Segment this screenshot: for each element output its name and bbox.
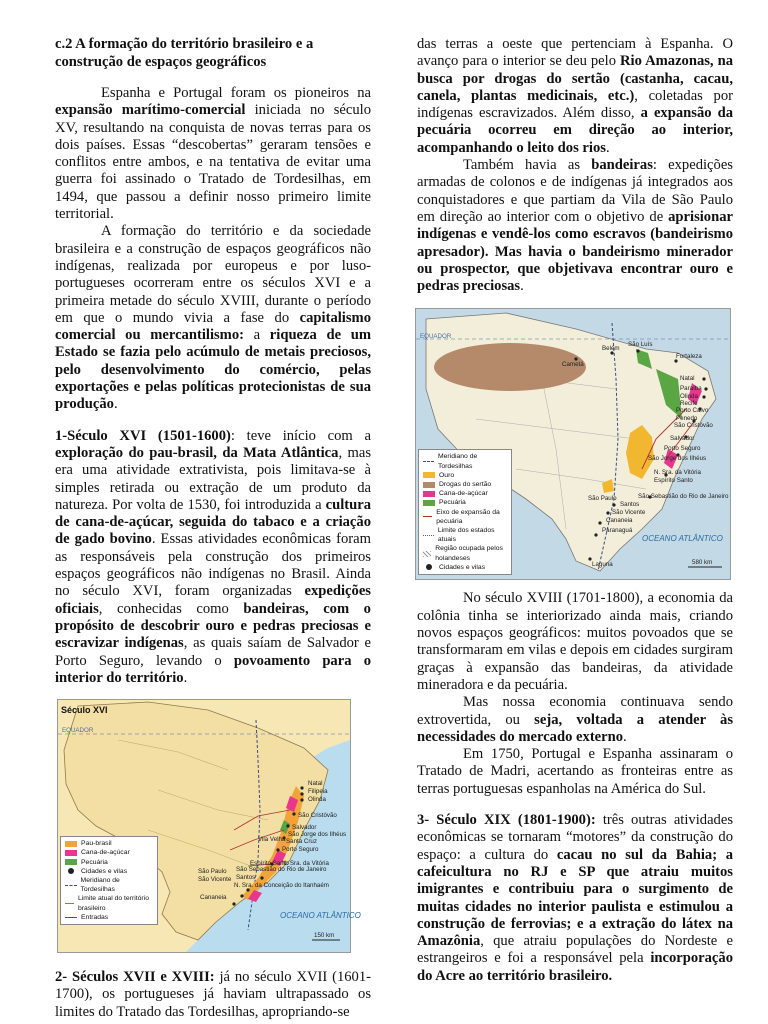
right-column <box>417 0 733 985</box>
paragraph-economia: Mas nossa economia continuava sendo extrovertida, ou seja, voltada a atender às necessidades do mercado externo. <box>417 694 734 745</box>
legend-item: Entradas <box>65 913 153 922</box>
legend-swatch <box>65 859 77 865</box>
paragraph-tratado-madri: Em 1750, Portugal e Espanha assinaram o Tratado de Madri, acertando as fronteiras entre as terras portuguesas espanholas na América do Sul. <box>417 746 733 797</box>
legend-item: Eixo de expansão da pecuária <box>423 508 507 526</box>
section-seculo-xix: 3- Século XIX (1801-1900): três outras atividades econômicas se tornaram “motores” da construção do espaço: a cultura do cacau no sul da Bahia; a cafeicultura no RJ e SP que atraiu muitos imigrantes e contribuiu para o surgimento de muitas cidades no interior paulista e estimulou a construção de ferrovias; e a extração do látex na Amazônia, que atraiu populações do Nordeste e estrangeiros e foi a responsável pela incorporação do Acre ao território brasileiro. <box>417 812 733 984</box>
place-label: N. Sra. da Vitória <box>654 469 702 477</box>
legend-swatch <box>423 500 435 506</box>
place-label: Salvador <box>670 435 695 443</box>
legend-line <box>423 461 434 462</box>
place-label: N. Sra. da Vitória <box>282 860 330 868</box>
place-label: São Vicente <box>198 876 232 884</box>
legend-swatch <box>423 551 431 557</box>
place-label: São Jorge dos Ilhéus <box>648 455 707 463</box>
legend-dot <box>426 564 432 570</box>
left-column <box>55 0 371 1021</box>
map-legend <box>418 449 512 575</box>
legend-line <box>65 903 74 904</box>
legend-line <box>423 516 432 517</box>
place-label: São Sebastião do Rio de Janeiro <box>638 493 729 501</box>
place-label: Santa Cruz <box>286 838 317 846</box>
place-label: Espírito Santo <box>250 860 289 868</box>
place-label: São Jorge dos Ilhéus <box>288 831 347 839</box>
place-label: Salvador <box>292 824 317 832</box>
scale-label: 580 km <box>692 559 713 567</box>
place-label: Santos <box>236 874 256 882</box>
place-label: São Sebastião do Rio de Janeiro <box>236 866 327 874</box>
legend-item: Cidades e vilas <box>423 563 507 572</box>
place-label: São Vicente <box>612 509 646 517</box>
legend-item: Cana-de-açúcar <box>423 489 507 498</box>
legend-swatch <box>423 491 435 497</box>
legend-swatch <box>65 850 77 856</box>
place-label: Porto Calvo <box>676 407 709 415</box>
ocean-label: OCEANO ATLÂNTICO <box>280 911 361 921</box>
place-label: São Cristóvão <box>298 812 337 820</box>
place-label: Porto Seguro <box>664 445 701 453</box>
place-label: Laguna <box>592 561 613 569</box>
place-label: Natal <box>308 780 323 788</box>
legend-line <box>65 885 77 886</box>
paragraph-intro: Espanha e Portugal foram os pioneiros na expansão marítimo-comercial iniciada no século XV, resultando na conquista de novas terras para os dois países. Essas “descobertas” geraram tensões e conflitos entre ambos, e na tentativa de evitar uma guerra foi assinado o Tratado de Tordesilhas, em 1494, que passou a definir nosso primeiro limite territorial. <box>55 85 371 223</box>
legend-swatch <box>423 482 435 488</box>
place-label: Porto Seguro <box>282 846 319 854</box>
place-label: N. Sra. da Conceição do Itanhaém <box>234 882 329 890</box>
legend-dot <box>68 868 74 874</box>
section-seculo-xvii-xviii: 2- Séculos XVII e XVIII: já no século XVII (1601-1700), os portugueses já haviam ultrapassado os limites do Tratado das Tordesilhas, apropriando-se <box>55 969 372 1020</box>
place-label: Paranaguá <box>602 527 633 535</box>
place-label: Recife <box>680 400 698 408</box>
map-title: Século XVI <box>61 705 108 716</box>
place-label: Cananeia <box>606 517 633 525</box>
place-label: Cananeia <box>200 894 227 902</box>
scale-label: 150 km <box>314 932 335 940</box>
section-title: c.2 A formação do território brasileiro e a construção de espaços geográficos <box>55 36 314 70</box>
place-label: Olinda <box>680 393 698 401</box>
place-label: São Cristóvão <box>674 422 713 430</box>
legend-line <box>423 535 434 536</box>
place-label: Natal <box>680 375 695 383</box>
map-legend <box>60 836 158 925</box>
place-label: Vila Velha <box>258 836 286 844</box>
legend-item: Região ocupada pelos holandeses <box>423 544 507 562</box>
place-label: Espírito Santo <box>654 477 693 485</box>
legend-item: Drogas do sertão <box>423 480 507 489</box>
map-seculos-xvii-xviii <box>415 308 731 580</box>
map-seculo-xvi <box>57 699 361 953</box>
ocean-label: OCEANO ATLÂNTICO <box>642 534 723 544</box>
legend-item: Limite atual do território brasileiro <box>65 894 153 912</box>
legend-item: Ouro <box>423 471 507 480</box>
place-label: São Paulo <box>198 868 227 876</box>
place-label: Belém <box>602 345 620 353</box>
legend-line <box>65 917 77 918</box>
legend-item: Pecuária <box>65 858 153 867</box>
place-label: Paraíba <box>680 385 702 393</box>
paragraph-continuation: das terras a oeste que pertenciam à Espanha. O avanço para o interior se deu pelo Rio Amazonas, na busca por drogas do sertão (castanha, cacau, canela, plantas medicinais, etc.), coletadas por indígenas escravizados. Além disso, a expansão da pecuária ocorreu em direção ao interior, acompanhando o leito dos rios. <box>417 36 733 156</box>
legend-item: Pau-brasil <box>65 839 153 848</box>
equator-label: EQUADOR <box>420 333 452 341</box>
legend-item: Pecuária <box>423 498 507 507</box>
place-label: Fortaleza <box>676 353 702 361</box>
place-label: Olinda <box>308 796 326 804</box>
legend-swatch <box>423 472 435 478</box>
paragraph-formation: A formação do território e da sociedade brasileira e a construção de espaços geográficos não indígenas, realizada por europeus e por luso-portugueses ocorreram entre os séculos XVI e a primeira metade do século XVIII, durante o período em que o mundo vivia a fase do capitalismo comercial ou mercantilismo: a riqueza de um Estado se fazia pelo acúmulo de metais preciosos, pelo desenvolvimento do comércio, pelas exportações e pelas políticas protecionistas de sua produção. <box>55 223 371 413</box>
legend-item: Meridiano de Tordesilhas <box>423 452 507 470</box>
paragraph-seculo-xviii: No século XVIII (1701-1800), a economia da colônia tinha se interiorizado ainda mais, criando novos espaços geográficos: muitos povoados que se transformaram em vilas e depois em cidades surgiram graças à expansão das bandeiras, da atividade mineradora e da pecuária. <box>417 590 733 693</box>
place-label: Santos <box>620 501 640 509</box>
legend-item: Limite dos estados atuais <box>423 526 507 544</box>
place-label: São Paulo <box>588 495 617 503</box>
paragraph-bandeiras: Também havia as bandeiras: expedições armadas de colonos e de indígenas já integrados aos conquistadores e que partiam da Vila de São Paulo em direção ao interior com o objetivo de aprisionar indígenas e vendê-los como escravos (bandeirismo apresador). Mas havia o bandeirismo minerador ou prospector, que objetivava encontrar ouro e pedras preciosas. <box>417 157 733 295</box>
section-seculo-xvi: 1-Século XVI (1501-1600): teve início com a exploração do pau-brasil, da Mata Atlântica, mas era uma atividade extrativista, pois limitava-se à simples retirada ou extração de um produto da natureza. Por volta de 1530, foi introduzida a cultura de cana-de-açúcar, seguida do tabaco e a criação de gado bovino. Essas atividades econômicas foram as responsáveis pela construção dos primeiros espaços geográficos não indígenas no Brasil. Ainda no século XVI, foram organizadas expedições oficiais, conhecidas como bandeiras, com o propósito de descobrir ouro e pedras preciosas e escravizar indígenas, as quais saíam de Salvador e Porto Seguro, levando o povoamento para o interior do território. <box>55 427 372 686</box>
place-label: Penedo <box>676 415 698 423</box>
legend-swatch <box>65 841 77 847</box>
legend-item: Cana-de-açúcar <box>65 848 153 857</box>
legend-item: Cidades e vilas <box>65 867 153 876</box>
place-label: Cametá <box>562 361 584 369</box>
legend-item: Meridiano de Tordesilhas <box>65 876 153 894</box>
place-label: Filipeia <box>308 788 328 796</box>
equator-label: EQUADOR <box>62 727 94 735</box>
place-label: São Luís <box>628 341 653 349</box>
